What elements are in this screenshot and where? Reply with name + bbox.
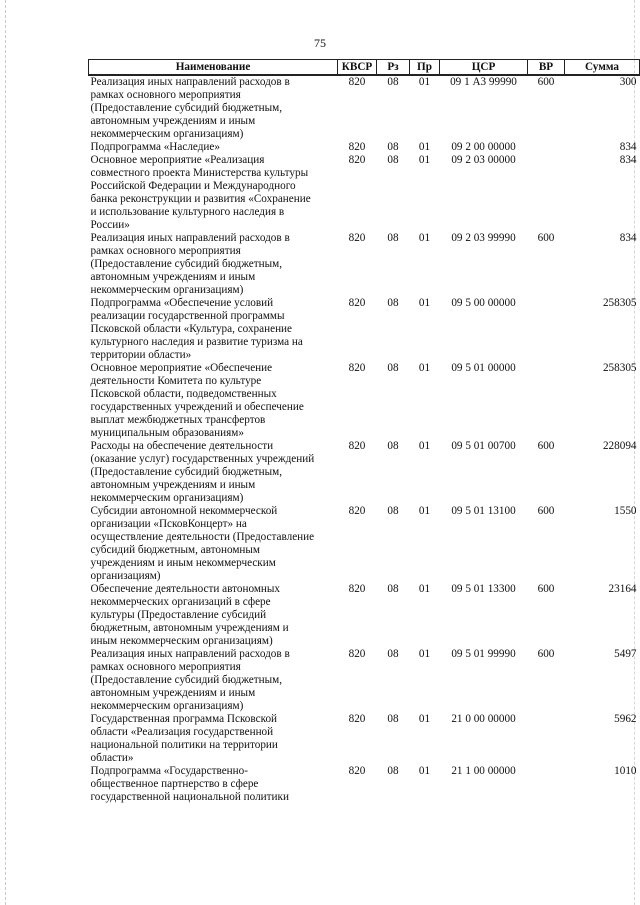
- header-vr: ВР: [528, 60, 565, 76]
- table-body: [89, 75, 640, 804]
- row-rz: 08: [387, 648, 399, 660]
- row-pr: 01: [418, 440, 431, 452]
- row-sum: 228094: [602, 440, 637, 452]
- row-vr: 600: [537, 648, 555, 660]
- row-rz: 08: [387, 505, 399, 517]
- row-sum: 5497: [614, 648, 637, 660]
- row-csr: 09 2 03 00000: [451, 154, 516, 166]
- scan-edge-left: [5, 0, 7, 905]
- row-csr: 09 2 00 00000: [451, 141, 516, 153]
- table-row: [89, 362, 640, 440]
- row-csr: 09 5 01 13300: [451, 583, 516, 595]
- row-sum: 258305: [602, 362, 637, 374]
- table-row: [89, 505, 640, 583]
- row-name: Реализация иных направлений расходов в рамках основного мероприятия (Предоставление субсидий бюджетным, автономным учреждениям и иным некоммерческим организациям): [90, 232, 290, 296]
- table-row: [89, 765, 640, 804]
- table-row: [89, 440, 640, 505]
- row-sum: 834: [619, 154, 637, 166]
- row-name: Реализация иных направлений расходов в рамках основного мероприятия (Предоставление субсидий бюджетным, автономным учреждениям и иным некоммерческим организациям): [90, 76, 290, 140]
- row-sum: 1550: [614, 505, 637, 517]
- row-vr: [528, 713, 565, 765]
- table-header: [89, 60, 640, 76]
- row-kvsr: 820: [348, 362, 366, 374]
- row-vr: 600: [537, 505, 555, 517]
- row-pr: 01: [418, 297, 431, 309]
- table-row: [89, 75, 640, 141]
- row-vr: [528, 362, 565, 440]
- row-rz: 08: [387, 232, 399, 244]
- row-pr: 01: [418, 154, 431, 166]
- row-kvsr: 820: [348, 440, 366, 452]
- row-pr: 01: [418, 713, 431, 725]
- row-rz: 08: [387, 154, 399, 166]
- table-row: [89, 648, 640, 713]
- row-pr: 01: [418, 362, 431, 374]
- table-row: [89, 154, 640, 232]
- row-csr: 09 5 01 00000: [451, 362, 516, 374]
- row-pr: 01: [418, 141, 431, 153]
- row-vr: [528, 141, 565, 154]
- table-row: [89, 141, 640, 154]
- row-pr: 01: [418, 765, 431, 777]
- row-csr: 09 5 00 00000: [451, 297, 516, 309]
- header-rz: Рз: [377, 60, 410, 76]
- header-kvsr: КВСР: [338, 60, 377, 76]
- row-csr: 09 2 03 99990: [451, 232, 516, 244]
- row-rz: 08: [387, 583, 399, 595]
- row-vr: 600: [537, 232, 555, 244]
- row-name: Субсидии автономной некоммерческой организации «ПсковКонцерт» на осуществление деятельности (Предоставление субсидий бюджетным, автономным учреждениям и иным некоммерческим организациям): [90, 505, 315, 582]
- row-sum: 834: [619, 141, 637, 153]
- row-vr: 600: [537, 440, 555, 452]
- row-sum: 23164: [608, 583, 637, 595]
- row-kvsr: 820: [348, 154, 366, 166]
- row-name: Реализация иных направлений расходов в рамках основного мероприятия (Предоставление субсидий бюджетным, автономным учреждениям и иным некоммерческим организациям): [90, 648, 290, 712]
- row-pr: 01: [418, 648, 431, 660]
- row-name: Государственная программа Псковской области «Реализация государственной национальной политики на территории области»: [90, 713, 278, 764]
- row-kvsr: 820: [348, 76, 366, 88]
- row-name: Подпрограмма «Государственно- общественное партнерство в сфере государственной национальной политики: [90, 765, 289, 803]
- row-rz: 08: [387, 76, 399, 88]
- row-pr: 01: [418, 505, 431, 517]
- row-csr: 09 5 01 99990: [451, 648, 516, 660]
- row-sum: 5962: [614, 713, 637, 725]
- row-name: Обеспечение деятельности автономных некоммерческих организаций в сфере культуры (Предоставление субсидий бюджетным, автономным учреждениям и иным некоммерческим организациям): [90, 583, 289, 647]
- row-name: Основное мероприятие «Обеспечение деятельности Комитета по культуре Псковской области, подведомственных государственных учреждений и обеспечение выплат межбюджетных трансфертов муниципальным образованиям»: [90, 362, 304, 439]
- row-pr: 01: [418, 76, 431, 88]
- row-sum: 1010: [614, 765, 637, 777]
- row-csr: 09 5 01 00700: [451, 440, 516, 452]
- row-name: Подпрограмма «Наследие»: [90, 141, 220, 153]
- row-rz: 08: [387, 713, 399, 725]
- row-name: Основное мероприятие «Реализация совместного проекта Министерства культуры Российской Федерации и Международного банка реконструкции и развития «Сохранение и использование культурного наследия в России»: [90, 154, 311, 231]
- row-kvsr: 820: [348, 141, 366, 153]
- row-vr: [528, 297, 565, 362]
- row-csr: 21 1 00 00000: [451, 765, 516, 777]
- row-vr: [528, 765, 565, 804]
- header-csr: ЦСР: [440, 60, 528, 76]
- row-kvsr: 820: [348, 232, 366, 244]
- row-rz: 08: [387, 765, 399, 777]
- row-name: Расходы на обеспечение деятельности (оказание услуг) государственных учреждений (Предоставление субсидий бюджетным, автономным учреждениям и иным некоммерческим организациям): [90, 440, 315, 504]
- row-kvsr: 820: [348, 648, 366, 660]
- row-kvsr: 820: [348, 713, 366, 725]
- row-csr: 09 5 01 13100: [451, 505, 516, 517]
- header-row: [89, 60, 640, 76]
- table-row: [89, 713, 640, 765]
- row-kvsr: 820: [348, 583, 366, 595]
- row-rz: 08: [387, 141, 399, 153]
- row-vr: [528, 154, 565, 232]
- table-row: [89, 232, 640, 297]
- row-sum: 258305: [602, 297, 637, 309]
- header-pr: Пр: [410, 60, 440, 76]
- row-pr: 01: [418, 232, 431, 244]
- row-kvsr: 820: [348, 765, 366, 777]
- table-row: [89, 583, 640, 648]
- row-pr: 01: [418, 583, 431, 595]
- row-vr: 600: [537, 583, 555, 595]
- row-sum: 300: [619, 76, 637, 88]
- row-sum: 834: [619, 232, 637, 244]
- row-csr: 21 0 00 00000: [451, 713, 516, 725]
- row-kvsr: 820: [348, 297, 366, 309]
- table-row: [89, 297, 640, 362]
- header-name: Наименование: [89, 60, 338, 76]
- row-vr: 600: [537, 76, 555, 88]
- row-name: Подпрограмма «Обеспечение условий реализации государственной программы Псковской области «Культура, сохранение культурного наследия и развитие туризма на территории области»: [90, 297, 303, 361]
- row-csr: 09 1 А3 99990: [450, 76, 517, 88]
- header-sum: Сумма: [565, 60, 640, 76]
- page-number: 75: [314, 36, 326, 50]
- row-rz: 08: [387, 440, 399, 452]
- budget-table: [88, 59, 640, 804]
- row-kvsr: 820: [348, 505, 366, 517]
- row-rz: 08: [387, 297, 399, 309]
- row-rz: 08: [387, 362, 399, 374]
